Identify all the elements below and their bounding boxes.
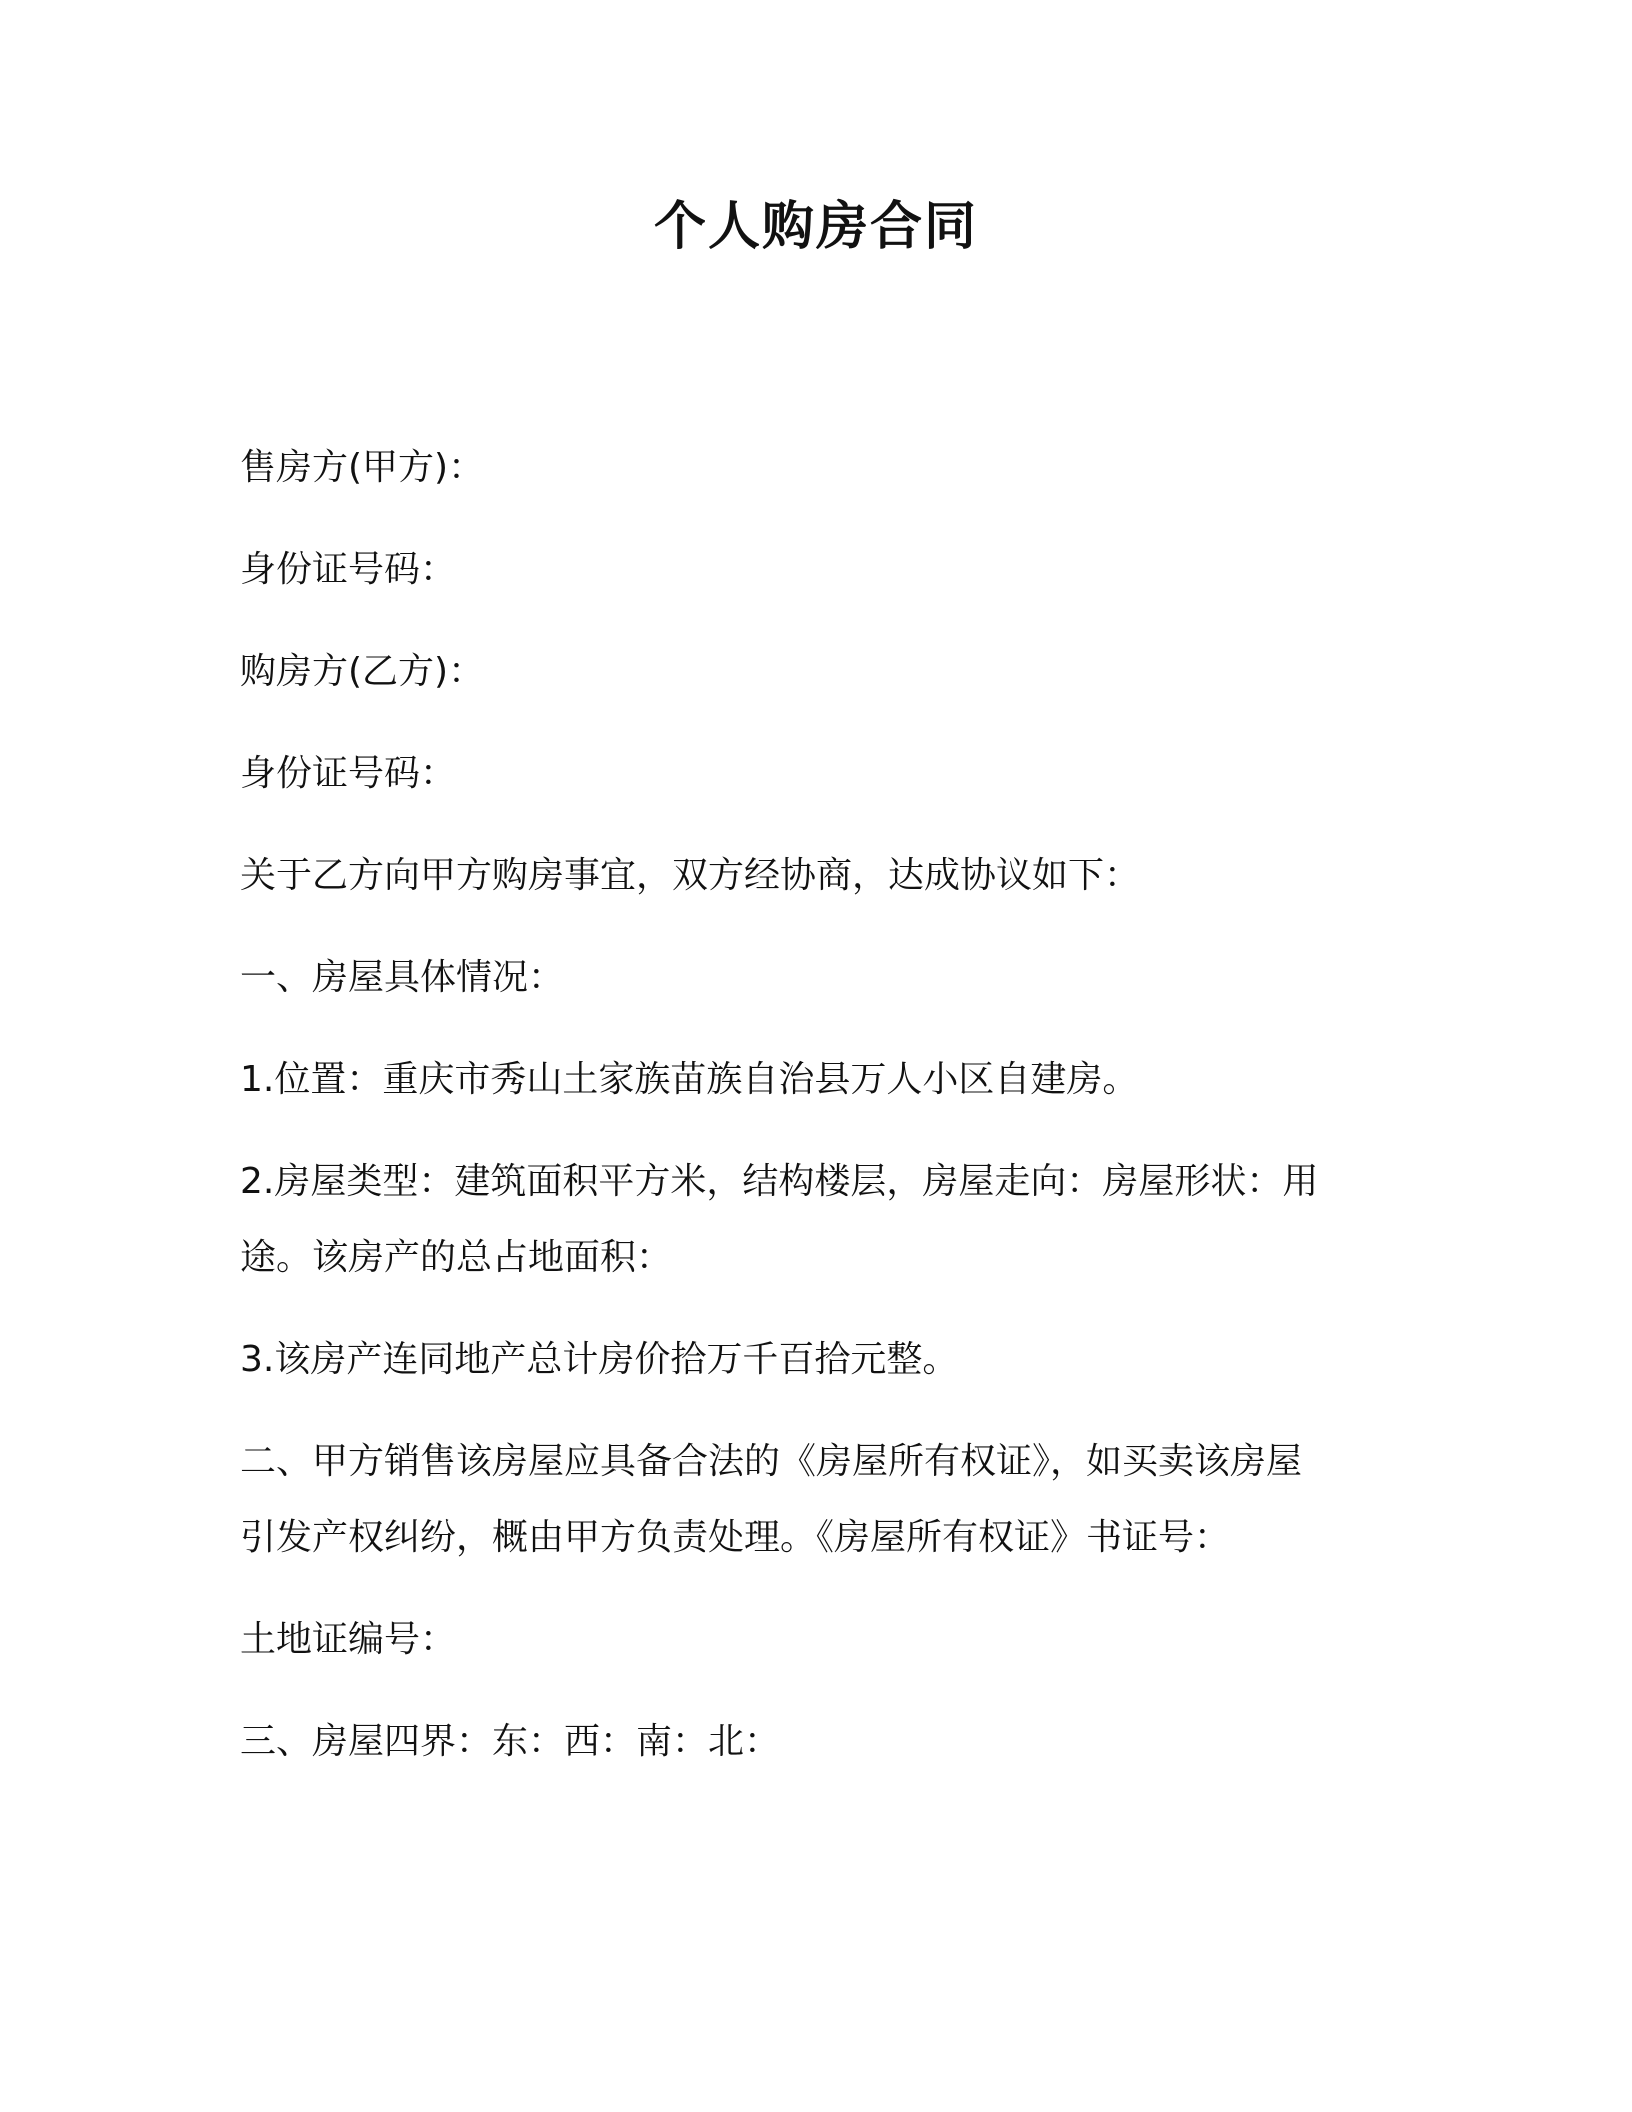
seller-line: 售房方(甲方)： [240, 447, 485, 488]
section-two-line-1: 二、甲方销售该房屋应具备合法的《房屋所有权证》，如买卖该房屋 [240, 1441, 1303, 1482]
clause-price: 3.该房产连同地产总计房价拾万千百拾元整。 [240, 1339, 959, 1380]
clause-house-type-cont: 途。该房产的总占地面积： [240, 1237, 673, 1278]
buyer-id-line: 身份证号码： [240, 753, 457, 794]
agreement-intro: 关于乙方向甲方购房事宜，双方经协商，达成协议如下： [240, 855, 1141, 896]
seller-id-line: 身份证号码： [240, 549, 457, 590]
section-two-line-2: 引发产权纠纷，概由甲方负责处理。《房屋所有权证》书证号： [240, 1517, 1231, 1558]
document-title: 个人购房合同 [653, 197, 978, 257]
land-cert-line: 土地证编号： [240, 1619, 457, 1660]
clause-house-type: 2.房屋类型：建筑面积平方米，结构楼层，房屋走向：房屋形状：用 [240, 1161, 1319, 1202]
clause-location: 1.位置：重庆市秀山土家族苗族自治县万人小区自建房。 [240, 1059, 1139, 1100]
buyer-line: 购房方(乙方)： [240, 651, 485, 692]
section-three-line: 三、房屋四界：东：西：南：北： [240, 1721, 781, 1762]
section-one-heading: 一、房屋具体情况： [240, 957, 565, 998]
